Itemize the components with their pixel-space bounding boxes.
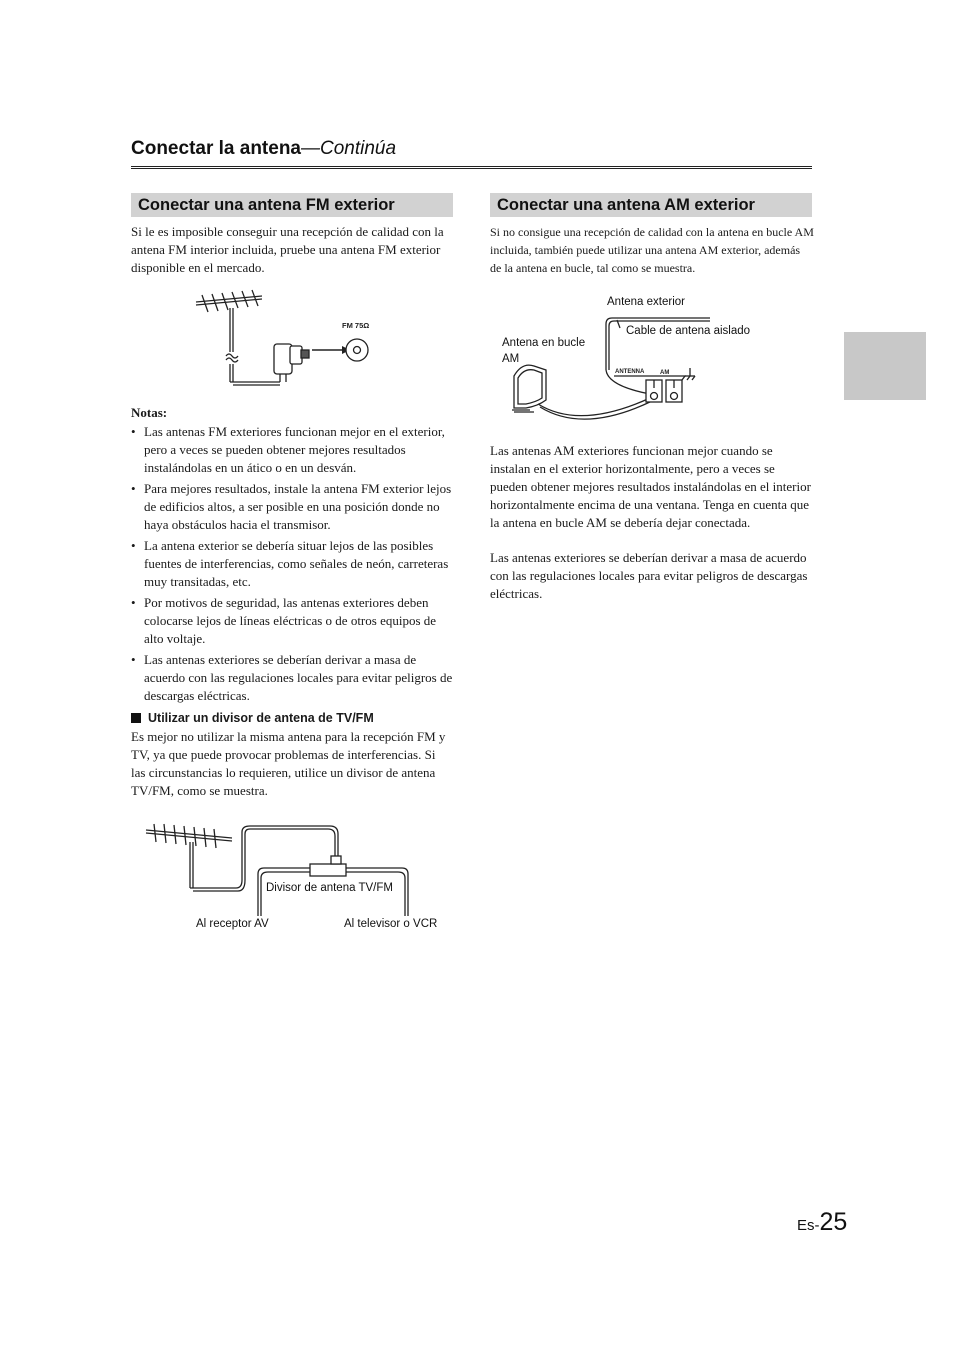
fm-jack-label: FM 75Ω [342, 321, 370, 330]
splitter-diagram [140, 818, 440, 918]
splitter-subheading: Utilizar un divisor de antena de TV/FM [131, 711, 453, 725]
outdoor-antenna-label: Antena exterior [607, 296, 685, 308]
page-header [131, 138, 396, 160]
square-bullet-icon [131, 713, 141, 723]
note-item: • La antena exterior se debería situar lejos de las posibles fuentes de interferencias, como señales de neón, carreteras muy transitadas, etc. [131, 538, 449, 589]
am-body-text-1: Las antenas AM exteriores funcionan mejor cuando se instalan en el exterior horizontalmente, pero a veces se pueden obtener mejores resultados instalándolas en el interior horizontalmente encima de una ventana. Tenga en cuenta que la antena en bucle AM se debería dejar conectada. [490, 443, 811, 530]
fm-section-title: Conectar una antena FM exterior [131, 193, 453, 217]
fm-notes [131, 404, 453, 708]
page-title: Conectar la antena [131, 138, 301, 159]
notes-title: Notas: [131, 405, 168, 420]
loop-antenna-label: Antena en bucle AM [502, 337, 586, 365]
chapter-thumb-tab [844, 332, 926, 400]
panel-antenna-label: ANTENNA [615, 369, 645, 375]
am-intro-text: Si no consigue una recepción de calidad con la antena en bucle AM incluida, también puede utilizar una antena AM exterior, además de la antena en bucle, tal como se muestra. [490, 225, 814, 275]
note-item: • Por motivos de seguridad, las antenas exteriores deben colocarse lejos de líneas eléctricas o de otros equipos de alto voltaje. [131, 595, 437, 646]
page-number [797, 1208, 847, 1237]
am-body-text-2: Las antenas exteriores se deberían derivar a masa de acuerdo con las regulaciones locales para evitar peligros de descargas eléctricas. [490, 550, 808, 601]
header-divider [131, 166, 812, 169]
fm-intro-text: Si le es imposible conseguir una recepción de calidad con la antena FM interior incluida, pruebe una antena FM exterior disponible en el mercado. [131, 224, 444, 275]
note-item: • Las antenas exteriores se deberían derivar a masa de acuerdo con las regulaciones locales para evitar peligros de descargas eléctricas. [131, 652, 453, 703]
splitter-label: Divisor de antena TV/FM [266, 882, 393, 894]
page-number-value: 25 [819, 1208, 848, 1236]
to-receiver-label: Al receptor AV [196, 918, 269, 930]
note-item: • Las antenas FM exteriores funcionan mejor en el exterior, pero a veces se pueden obtener mejores resultados instalándolas en un ático o en un desván. [131, 424, 445, 475]
insulated-cable-label: Cable de antena aislado [626, 325, 751, 337]
page-number-prefix: Es- [797, 1217, 820, 1234]
splitter-text: Es mejor no utilizar la misma antena para la recepción FM y TV, ya que puede provocar problemas de interferencias. Si las circunstancias lo requieren, utilice un divisor de antena TV/FM, como se muestra. [131, 729, 446, 798]
fm-antenna-diagram [180, 286, 390, 392]
continued-label: —Continúa [301, 138, 397, 159]
am-section-title: Conectar una antena AM exterior [490, 193, 812, 217]
to-tv-label: Al televisor o VCR [344, 918, 438, 930]
note-item: • Para mejores resultados, instale la antena FM exterior lejos de edificios altos, a ser posible en una posición donde no haya obstáculos hacia el transmisor. [131, 481, 452, 532]
panel-am-label: AM [660, 370, 670, 376]
